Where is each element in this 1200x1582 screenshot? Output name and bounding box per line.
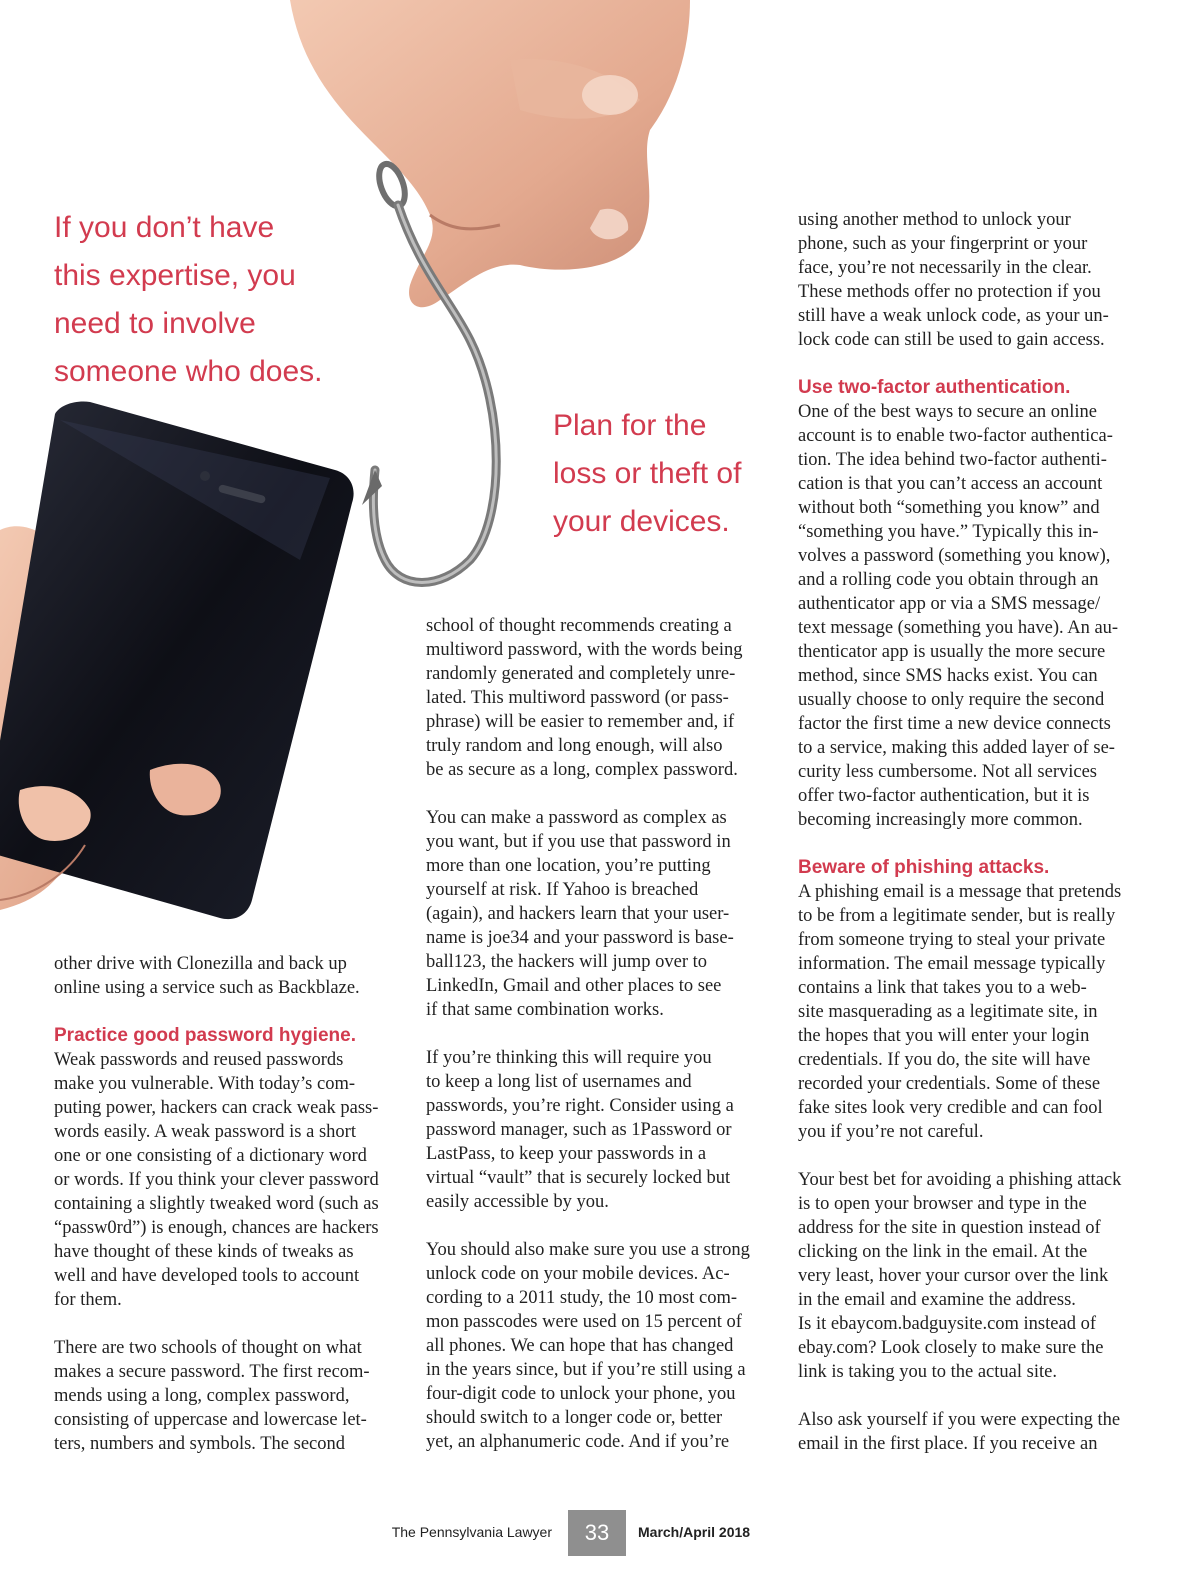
text-line: school of thought recommends creating a [426,616,732,636]
text-line: passwords, you’re right. Consider using a [426,1096,734,1116]
magazine-title: The Pennsylvania Lawyer [391,1524,552,1540]
text-line: you if you’re not careful. [798,1122,984,1142]
text-line: cation is that you can’t access an account [798,474,1103,494]
text-line: text message (something you have). An au- [798,618,1119,638]
text-line: One of the best ways to secure an online [798,402,1097,422]
text-line: clicking on the link in the email. At the [798,1242,1088,1262]
text-line: face, you’re not necessarily in the clear. [798,258,1092,278]
text-line: and a rolling code you obtain through an [798,570,1099,590]
text-line: thenticator app is usually the more secure [798,642,1106,662]
text-line: These methods offer no protection if you [798,282,1101,302]
text-line: phone, such as your fingerprint or your [798,234,1088,254]
text-line: randomly generated and completely unre- [426,664,736,684]
text-line: “something you have.” Typically this in- [798,522,1099,542]
text-line: password manager, such as 1Password or [426,1120,732,1140]
text-line: (again), and hackers learn that your user- [426,904,730,924]
text-line: tion. The idea behind two-factor authenti- [798,450,1107,470]
paragraph [54,1336,404,1456]
text-line: email in the first place. If you receive an [798,1434,1098,1454]
section-heading-password-hygiene: Practice good password hygiene. [54,1025,356,1046]
text-line: truly random and long enough, will also [426,736,723,756]
text-line: method, since SMS hacks exist. You can [798,666,1098,686]
text-line: puting power, hackers can crack weak pass- [54,1098,379,1118]
text-line: yet, an alphanumeric code. And if you’re [426,1432,730,1452]
text-line: containing a slightly tweaked word (such as [54,1194,379,1214]
text-line: phrase) will be easier to remember and, if [426,712,735,732]
pullquote-line: need to involve [54,307,256,340]
pullquote-line: loss or theft of [553,457,742,490]
text-line: the hopes that you will enter your login [798,1026,1090,1046]
hand-phone-illustration [0,402,354,920]
paragraph [54,952,404,1000]
text-line: If you’re thinking this will require you [426,1048,712,1068]
text-line: four-digit code to unlock your phone, you [426,1384,736,1404]
text-line: for them. [54,1290,122,1310]
text-line: in the years since, but if you’re still using a [426,1360,746,1380]
paragraph [54,1048,404,1312]
text-line: usually choose to only require the second [798,690,1105,710]
text-line: have thought of these kinds of tweaks as [54,1242,354,1262]
column-3 [798,208,1158,1456]
pullquote-expertise [54,204,323,396]
text-line: to a service, making this added layer of se- [798,738,1115,758]
paragraph [798,400,1158,832]
text-line: you want, but if you use that password in [426,832,731,852]
hand-hook-illustration [290,0,690,307]
section-heading-two-factor: Use two-factor authentication. [798,377,1071,398]
text-line: virtual “vault” that is securely locked but [426,1168,731,1188]
text-line: authenticator app or via a SMS message/ [798,594,1101,614]
text-line: one or one consisting of a dictionary word [54,1146,367,1166]
text-line: more than one location, you’re putting [426,856,711,876]
paragraph [798,208,1158,352]
text-line: information. The email message typically [798,954,1106,974]
text-line: There are two schools of thought on what [54,1338,362,1358]
text-line: ters, numbers and symbols. The second [54,1434,345,1454]
pullquote-line: Plan for the [553,409,707,442]
text-line: A phishing email is a message that pretends [798,882,1122,902]
paragraph [798,880,1158,1144]
paragraph [798,1408,1158,1456]
text-line: all phones. We can hope that has changed [426,1336,734,1356]
text-line: to keep a long list of usernames and [426,1072,692,1092]
text-line: other drive with Clonezilla and back up [54,954,347,974]
text-line: account is to enable two-factor authentica- [798,426,1113,446]
page-footer [0,1510,1200,1556]
text-line: factor the first time a new device connects [798,714,1111,734]
text-line: link is taking you to the actual site. [798,1362,1057,1382]
text-line: LinkedIn, Gmail and other places to see [426,976,722,996]
text-line: still have a weak unlock code, as your un- [798,306,1109,326]
text-line: address for the site in question instead of [798,1218,1101,1238]
text-line: should switch to a longer code or, better [426,1408,723,1428]
text-line: name is joe34 and your password is base- [426,928,734,948]
column-2 [426,614,776,1454]
text-line: unlock code on your mobile devices. Ac- [426,1264,730,1284]
text-line: is to open your browser and type in the [798,1194,1087,1214]
section-heading-phishing: Beware of phishing attacks. [798,857,1050,878]
pullquote-line: If you don’t have [54,211,275,244]
text-line: recorded your credentials. Some of these [798,1074,1101,1094]
text-line: words easily. A weak password is a short [54,1122,356,1142]
issue-date: March/April 2018 [638,1524,751,1540]
pullquote-line: someone who does. [54,355,323,388]
text-line: Is it ebaycom.badguysite.com instead of [798,1314,1096,1334]
text-line: without both “something you know” and [798,498,1100,518]
text-line: in the email and examine the address. [798,1290,1076,1310]
pullquote-plan [553,402,741,546]
text-line: You can make a password as complex as [426,808,727,828]
text-line: Also ask yourself if you were expecting the [798,1410,1121,1430]
text-line: ball123, the hackers will jump over to [426,952,708,972]
text-line: easily accessible by you. [426,1192,609,1212]
pullquote-line: this expertise, you [54,259,296,292]
text-line: offer two-factor authentication, but it is [798,786,1090,806]
text-line: well and have developed tools to account [54,1266,360,1286]
text-line: contains a link that takes you to a web- [798,978,1087,998]
text-line: consisting of uppercase and lowercase let- [54,1410,367,1430]
page-number: 33 [568,1510,626,1556]
text-line: to be from a legitimate sender, but is really [798,906,1116,926]
text-line: makes a secure password. The first recom- [54,1362,370,1382]
text-line: Your best bet for avoiding a phishing attack [798,1170,1122,1190]
column-1 [54,952,404,1456]
text-line: if that same combination works. [426,1000,664,1020]
text-line: lock code can still be used to gain access. [798,330,1105,350]
text-line: You should also make sure you use a strong [426,1240,750,1260]
paragraph [426,806,776,1022]
text-line: ebay.com? Look closely to make sure the [798,1338,1104,1358]
text-line: volves a password (something you know), [798,546,1111,566]
text-line: online using a service such as Backblaze. [54,978,360,998]
text-line: credentials. If you do, the site will have [798,1050,1091,1070]
paragraph [426,1238,776,1454]
text-line: Weak passwords and reused passwords [54,1050,344,1070]
paragraph [798,1168,1158,1384]
pullquote-line: your devices. [553,505,730,538]
paragraph [426,1046,776,1214]
text-line: mends using a long, complex password, [54,1386,350,1406]
text-line: make you vulnerable. With today’s com- [54,1074,356,1094]
text-line: fake sites look very credible and can fool [798,1098,1103,1118]
text-line: using another method to unlock your [798,210,1071,230]
text-line: LastPass, to keep your passwords in a [426,1144,707,1164]
text-line: or words. If you think your clever password [54,1170,379,1190]
text-line: site masquerading as a legitimate site, in [798,1002,1098,1022]
text-line: lated. This multiword password (or pass- [426,688,729,708]
text-line: from someone trying to steal your private [798,930,1106,950]
paragraph [426,614,776,782]
text-line: mon passcodes were used on 15 percent of [426,1312,742,1332]
text-line: multiword password, with the words being [426,640,743,660]
text-line: very least, hover your cursor over the link [798,1266,1109,1286]
text-line: “passw0rd”) is enough, chances are hackers [54,1218,379,1238]
text-line: cording to a 2011 study, the 10 most com- [426,1288,738,1308]
text-line: yourself at risk. If Yahoo is breached [426,880,699,900]
text-line: curity less cumbersome. Not all services [798,762,1097,782]
text-line: be as secure as a long, complex password. [426,760,738,780]
text-line: becoming increasingly more common. [798,810,1083,830]
